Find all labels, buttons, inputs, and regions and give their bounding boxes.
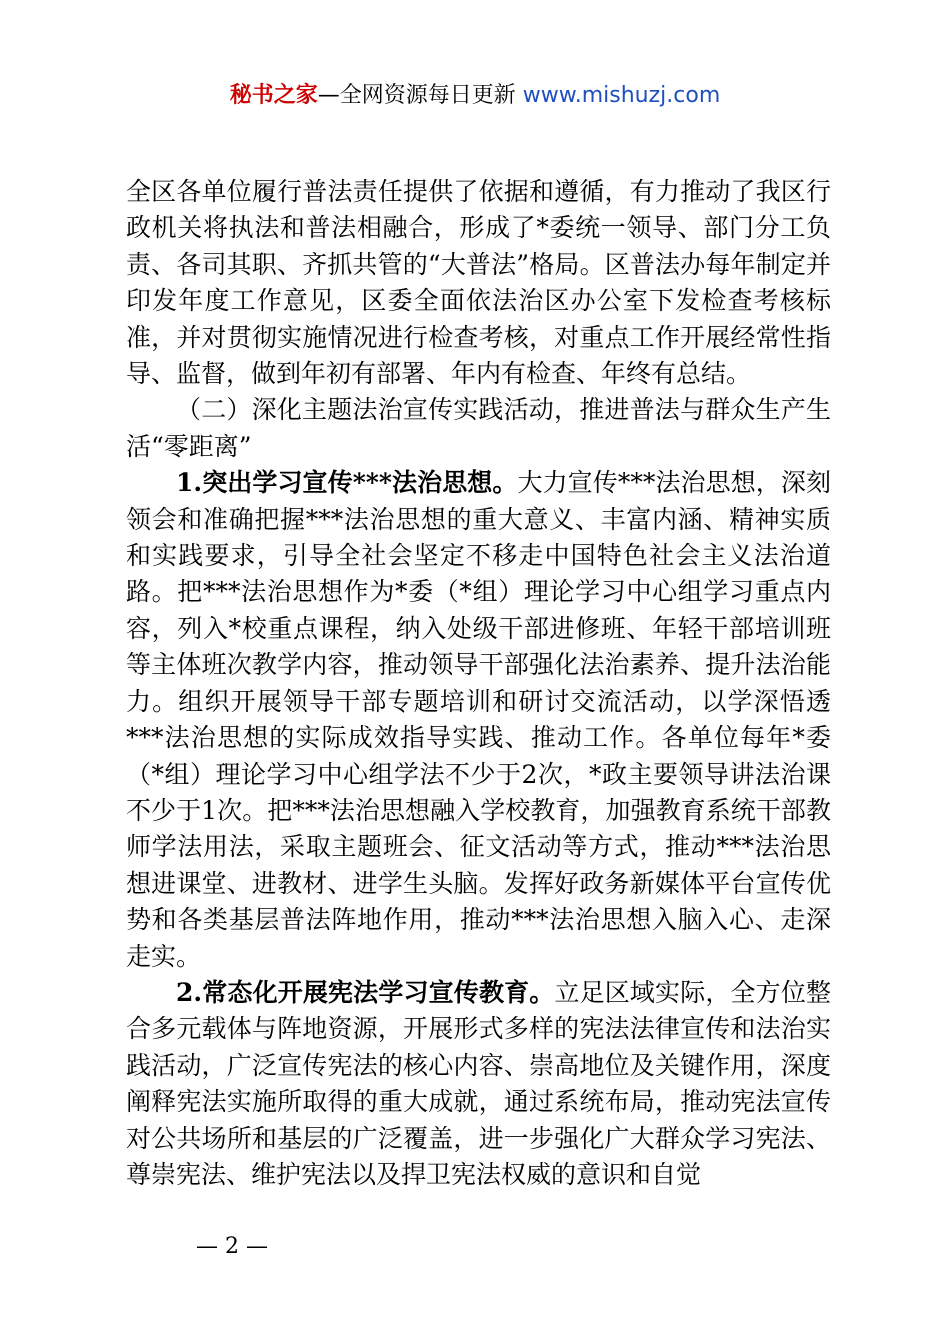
section-heading-text: （二）深化主题法治宣传实践活动，推进普法与群众生产生活“零距离” bbox=[126, 395, 831, 461]
paragraph-text: 立足区域实际，全方位整合多元载体与阵地资源，开展形式多样的宪法法律宣传和法治实践活动，广泛宣传宪法的核心内容、崇高地位及关键作用，深度阐释宪法实施所取得的重大成就，通过系统布局，推动宪法宣传对公共场所和基层的广泛覆盖，进一步强化广大群众学习宪法、尊崇宪法、维护宪法以及捍卫宪法权威的意识和自觉 bbox=[126, 977, 831, 1189]
site-header bbox=[0, 80, 950, 112]
paragraph-lead: 1.突出学习宣传***法治思想。 bbox=[176, 468, 518, 498]
paragraph-item-2 bbox=[126, 975, 831, 1193]
paragraph-lead: 2.常态化开展宪法学习宣传教育。 bbox=[176, 977, 555, 1007]
section-heading bbox=[126, 392, 831, 465]
paragraph-text: 大力宣传***法治思想，深刻领会和准确把握***法治思想的重大意义、丰富内涵、精神实质和实践要求，引导全社会坚定不移走中国特色社会主义法治道路。把***法治思想作为*委（*组）理论学习中心组学习重点内容，列入*校重点课程，纳入处级干部进修班、年轻干部培训班等主体班次教学内容，推动领导干部强化法治素养、提升法治能力。组织开展领导干部专题培训和研讨交流活动，以学深悟透***法治思想的实际成效指导实践、推动工作。各单位每年*委（*组）理论学习中心组学法不少于2次，*政主要领导讲法治课不少于1次。把***法治思想融入学校教育，加强教育系统干部教师学法用法，采取主题班会、征文活动等方式，推动***法治思想进课堂、进教材、进学生头脑。发挥好政务新媒体平台宣传优势和各类基层普法阵地作用，推动***法治思想入脑入心、走深走实。 bbox=[126, 468, 831, 971]
header-brand: 秘书之家 bbox=[229, 83, 318, 108]
paragraph-item-1 bbox=[126, 465, 831, 975]
header-tagline: 全网资源每日更新 bbox=[339, 83, 523, 108]
header-url-link[interactable]: www.mishuzj.com bbox=[522, 83, 721, 108]
header-separator: — bbox=[317, 83, 340, 108]
page-number: — 2 — bbox=[196, 1234, 268, 1259]
paragraph-continuation bbox=[126, 174, 831, 392]
document-body bbox=[126, 174, 831, 1193]
paragraph-text: 全区各单位履行普法责任提供了依据和遵循，有力推动了我区行政机关将执法和普法相融合，形成了*委统一领导、部门分工负责、各司其职、齐抓共管的“大普法”格局。区普法办每年制定并印发年度工作意见，区委全面依法治区办公室下发检查考核标准，并对贯彻实施情况进行检查考核，对重点工作开展经常性指导、监督，做到年初有部署、年内有检查、年终有总结。 bbox=[126, 177, 831, 389]
